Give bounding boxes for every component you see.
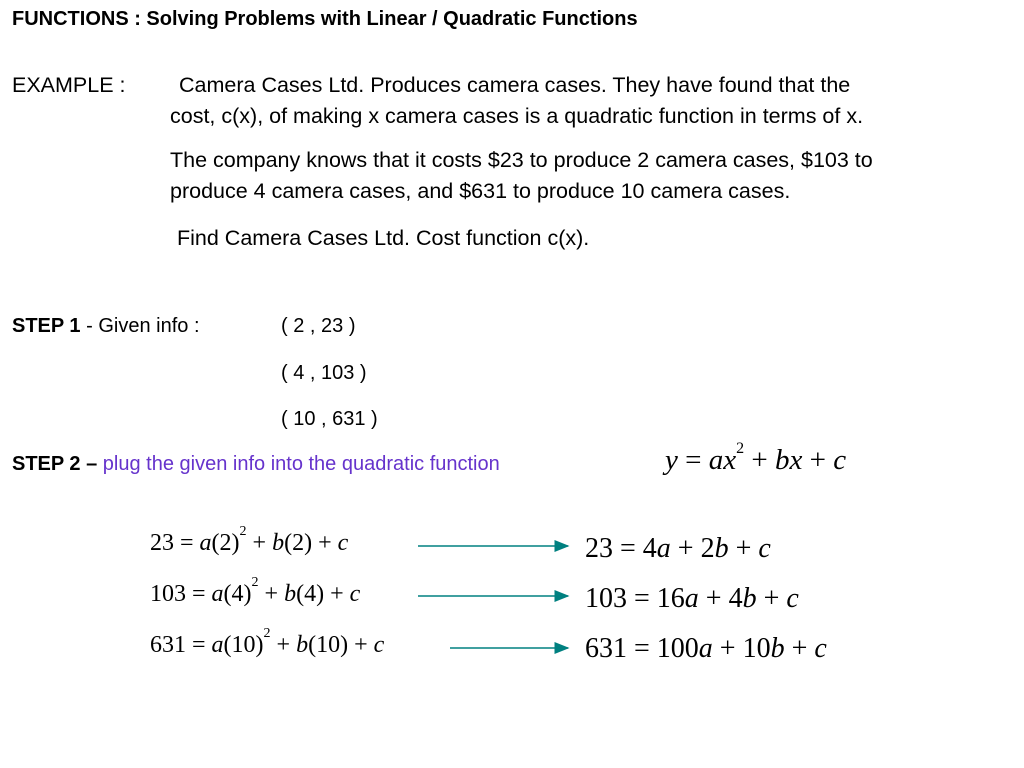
step1-separator: - [86, 315, 93, 337]
simplified-equation: 103 = 16a + 4b + c [585, 583, 799, 614]
substitution-equation: $103 = a(4)^2 + b(4) + c$ [150, 575, 361, 607]
given-point-3: ( 10 , 631 ) [281, 408, 378, 430]
step1-text: Given info : [98, 315, 200, 337]
example-line-2: cost, c(x), of making x camera cases is a quadratic function in terms of x. [170, 104, 864, 128]
simplified-equation: 23 = 4a + 2b + c [585, 533, 771, 564]
example-question: Find Camera Cases Ltd. Cost function c(x). [177, 226, 590, 250]
step1-label: STEP 1 [12, 315, 81, 337]
example-line-3: The company knows that it costs $23 to produce 2 camera cases, $103 to [170, 148, 873, 172]
given-point-2: ( 4 , 103 ) [281, 362, 367, 384]
example-line-1: Camera Cases Ltd. Produces camera cases. They have found that the [179, 73, 851, 97]
step2-label: STEP 2 – [12, 453, 98, 475]
example-line-4: produce 4 camera cases, and $631 to produce 10 camera cases. [170, 179, 791, 203]
substitution-equation: $631 = a(10)^2 + b(10) + c$ [150, 626, 385, 658]
step2-instruction: plug the given info into the quadratic function [102, 453, 500, 475]
page-title: FUNCTIONS : Solving Problems with Linear / Quadratic Functions [12, 8, 638, 30]
quadratic-function: $y = ax^2$ + bx + c [665, 440, 847, 476]
simplified-equation: 631 = 100a + 10b + c [585, 633, 827, 664]
substitution-equation: $23 = a(2)^2 + b(2) + c$ [150, 524, 349, 556]
example-label: EXAMPLE : [12, 73, 126, 97]
given-point-1: ( 2 , 23 ) [281, 315, 356, 337]
